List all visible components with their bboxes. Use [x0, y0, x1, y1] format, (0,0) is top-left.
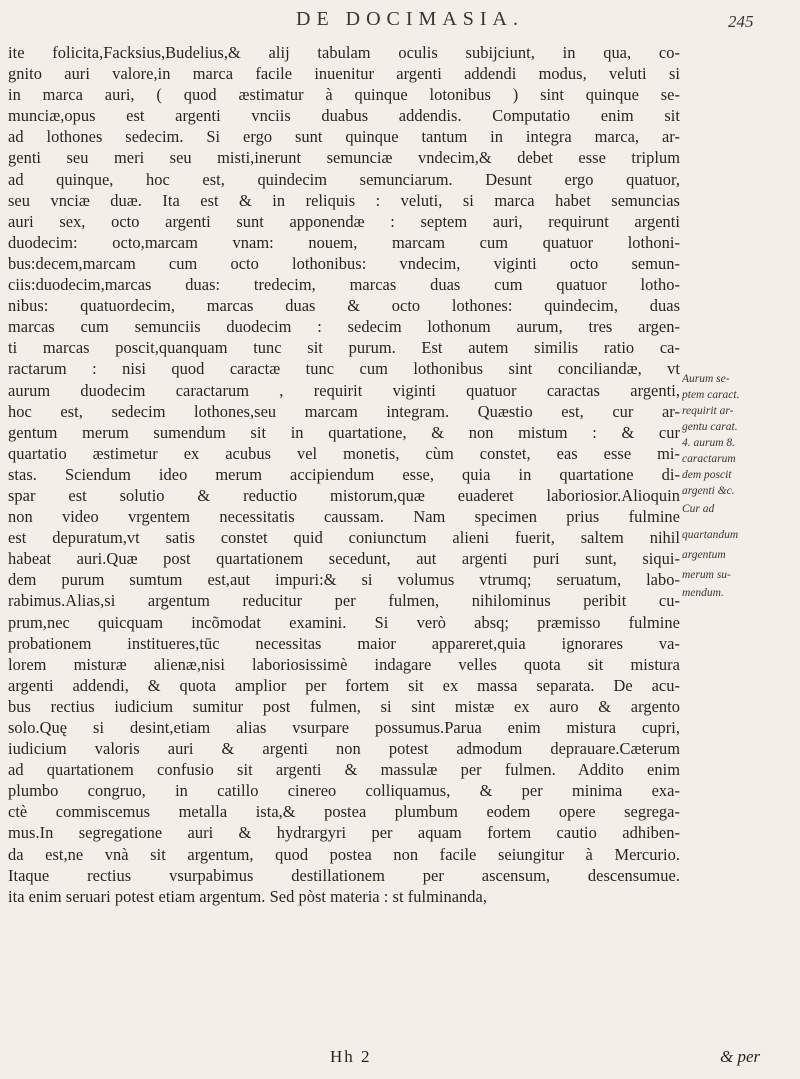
page-footer	[0, 1047, 800, 1073]
text-line: prum,nec quicquam incõmodat examini. Si verò absq; præmisso fulmine	[8, 612, 680, 632]
text-line: ad quinque, hoc est, quindecim semunciarum. Desunt ergo quatuor,	[8, 169, 680, 189]
text-line: probationem institueres,tūc necessitas maior appareret,quia ignorares va-	[8, 633, 680, 653]
text-line: ti marcas poscit,quanquam tunc sit purum. Est autem similis ratio ca-	[8, 338, 680, 358]
text-line: da est,ne vnà sit argentum, quod postea non facile seiungitur à Mercurio.	[8, 844, 680, 864]
text-line: ita enim seruari potest etiam argentum. Sed pòst materia : st fulminanda,	[8, 886, 488, 906]
text-line: non video vrgentem necessitatis caussam. Nam specimen prius fulmine	[8, 507, 680, 527]
text-line: hoc est, sedecim lothones,seu marcam integram. Quæstio est, cur ar-	[8, 401, 680, 421]
margin-note: ptem caract.	[682, 389, 740, 401]
margin-note: requirit ar-	[682, 405, 734, 417]
text-line: seu vnciæ duæ. Ita est & in reliquis : veluti, si marca habet semuncias	[8, 190, 680, 210]
text-line: in marca auri, ( quod æstimatur à quinque lotonibus ) sint quinque se-	[8, 85, 680, 105]
text-line: iudicium valoris auri & argenti non potest admodum deprauare.Cæterum	[8, 739, 680, 759]
catchword: & per	[720, 1047, 761, 1066]
text-line: bus rectius iudicium sumitur post fulmen, si sint mistæ ex auro & argento	[8, 696, 680, 716]
margin-note: quartandum	[682, 529, 739, 541]
text-line: gentum merum sumendum sit in quartatione, & non mistum : & cur	[8, 422, 680, 442]
text-line: gnito auri valore,in marca facile inuenitur argenti addendi modus, veluti si	[8, 64, 680, 84]
margin-note: 4. aurum 8.	[682, 437, 736, 449]
margin-note: dem poscit	[682, 469, 732, 481]
text-line: ciis:duodecim,marcas duas: tredecim, marcas duas cum quatuor lotho-	[8, 275, 680, 295]
text-line: ractarum : nisi quod caractæ tunc cum lothonibus sint conciliandæ, vt	[8, 359, 680, 379]
text-line: genti seu meri seu misti,inerunt semunciæ vndecim,& debet esse triplum	[8, 148, 680, 168]
text-line: Itaque rectius vsurpabimus destillationem per ascensum, descensumue.	[8, 865, 680, 885]
margin-note: argentum	[682, 549, 726, 561]
text-line: quartatio æstimetur ex acubus vel monetis, cùm constet, eas esse mi-	[8, 443, 680, 463]
text-line: ctè commiscemus metalla ista,& postea plumbum eodem opere segrega-	[8, 802, 680, 822]
margin-note: mendum.	[682, 587, 724, 599]
text-line: bus:decem,marcam cum octo lothonibus: vndecim, viginti octo semun-	[8, 253, 680, 273]
text-line: auri sex, octo argenti sunt apponendæ : septem auri, requirunt argenti	[8, 211, 680, 231]
text-line: lorem misturæ alienæ,nisi laboriosissimè indagare velles quota sit mistura	[8, 654, 680, 674]
text-line: ite folicita,Facksius,Budelius,& alij tabulam oculis subijciunt, in qua, co-	[8, 43, 680, 62]
text-line: mus.In segregatione auri & hydrargyri per aquam fortem cautio adhiben-	[8, 823, 680, 843]
text-line: marcas cum semunciis duodecim : sedecim lothonum aurum, tres argen-	[8, 317, 680, 337]
running-head: DE DOCIMASIA.	[296, 8, 524, 30]
page-number: 245	[728, 12, 754, 31]
text-line: aurum duodecim caractarum , requirit viginti quatuor caractas argenti,	[8, 380, 680, 400]
text-line: duodecim: octo,marcam vnam: nouem, marcam cum quatuor lothoni-	[8, 232, 680, 252]
text-line: solo.Quę si desint,etiam alias vsurpare possumus.Parua enim mistura cupri,	[8, 718, 680, 737]
text-line: stas. Sciendum ideo merum accipiendum esse, quia in quartatione di-	[8, 464, 680, 484]
text-line: nibus: quatuordecim, marcas duas & octo lothones: quindecim, duas	[8, 296, 680, 316]
main-text-block	[8, 42, 680, 907]
text-line: dem purum sumtum est,aut impuri:& si volumus vtrumq; seruatum, labo-	[8, 570, 680, 590]
signature-mark: Hh 2	[330, 1047, 372, 1066]
text-line: ad lothones sedecim. Si ergo sunt quinque tantum in integra marca, ar-	[8, 127, 680, 147]
margin-note: Cur ad	[682, 503, 715, 515]
margin-note: caractarum	[682, 453, 736, 465]
margin-note: merum su-	[682, 569, 731, 581]
text-line: rabimus.Alias,si argentum reducitur per fulmen, nihilominus peribit cu-	[8, 591, 680, 611]
text-line: argenti addendi, & quota amplior per fortem sit ex massa separata. De acu-	[8, 675, 680, 695]
text-line: est depuratum,vt satis constet quid coniunctum alieni fuerit, saltem nihil	[8, 528, 680, 548]
margin-note: gentu carat.	[682, 421, 738, 433]
text-line: spar est solutio & reductio mistorum,quæ euaderet laboriosior.Alioquin	[8, 485, 680, 505]
text-line: munciæ,opus est argenti vnciis duabus addendis. Computatio enim sit	[8, 106, 680, 126]
text-line: plumbo congruo, in catillo cinereo colliquamus, & per minima exa-	[8, 781, 680, 801]
text-line: habeat auri.Quæ post quartationem secedunt, aut argenti puri sunt, siqui-	[8, 549, 680, 569]
margin-note: Aurum se-	[682, 373, 730, 385]
margin-note: argenti &c.	[682, 485, 735, 497]
text-line: ad quartationem confusio sit argenti & massulæ per fulmen. Addito enim	[8, 760, 680, 780]
